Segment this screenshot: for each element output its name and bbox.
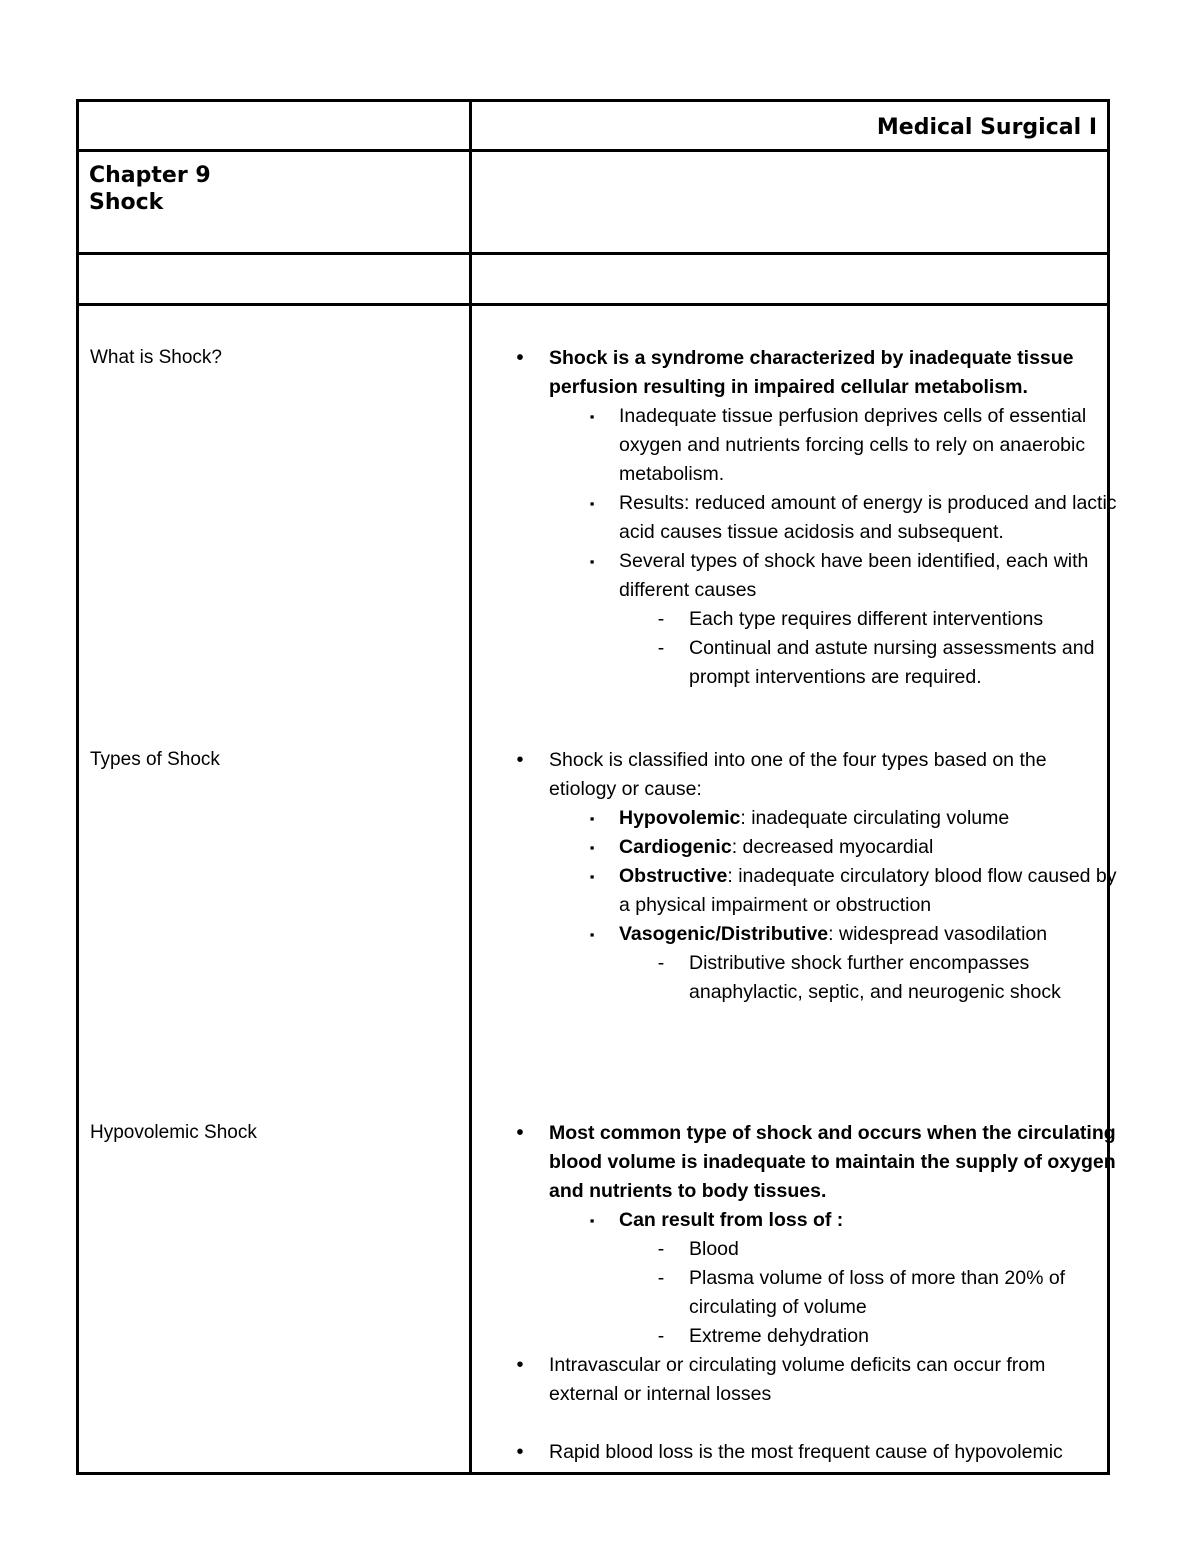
section-content-types-of-shock <box>472 746 1117 1007</box>
row-divider <box>79 252 1107 255</box>
square-bullet-icon: ▪ <box>589 840 595 855</box>
dash-bullet-icon: - <box>657 1238 665 1260</box>
continuation-line: perfusion resulting in impaired cellular metabolism. <box>549 376 1028 398</box>
bullet-item: • Shock is classified into one of the four types based on the <box>472 746 1107 775</box>
continuation-line: metabolism. <box>619 463 725 485</box>
square-bullet-icon: ▪ <box>589 496 595 511</box>
bullet-item: • Most common type of shock and occurs when the circulating <box>472 1119 1107 1148</box>
disc-bullet-icon: • <box>516 347 524 369</box>
continuation-line: different causes <box>619 579 757 601</box>
disc-bullet-icon: • <box>516 1441 524 1463</box>
chapter-topic: Shock <box>89 190 164 215</box>
continuation-line: external or internal losses <box>549 1383 772 1405</box>
continuation-line: prompt interventions are required. <box>689 666 982 688</box>
square-bullet-icon: ▪ <box>589 554 595 569</box>
continuation-line: and nutrients to body tissues. <box>549 1180 827 1202</box>
square-bullet-icon: ▪ <box>589 1213 595 1228</box>
dash-bullet-icon: - <box>657 637 665 659</box>
dash-bullet-icon: - <box>657 1325 665 1347</box>
sub-bullet-item: ▪ Several types of shock have been identified, each with <box>472 547 1107 576</box>
disc-bullet-icon: • <box>516 1354 524 1376</box>
dash-item: - Distributive shock further encompasses <box>472 949 1107 978</box>
section-label-hypovolemic-shock: Hypovolemic Shock <box>90 1122 257 1143</box>
continuation-line: circulating of volume <box>689 1296 867 1318</box>
disc-bullet-icon: • <box>516 1122 524 1144</box>
bullet-item: • Rapid blood loss is the most frequent cause of hypovolemic <box>472 1438 1107 1467</box>
dash-bullet-icon: - <box>657 1267 665 1289</box>
section-content-hypovolemic-shock <box>472 1119 1116 1467</box>
square-bullet-icon: ▪ <box>589 869 595 884</box>
square-bullet-icon: ▪ <box>589 409 595 424</box>
section-content-what-is-shock <box>472 344 1117 692</box>
sub-bullet-item: ▪ Obstructive: inadequate circulatory blood flow caused by <box>472 862 1107 891</box>
continuation-line: blood volume is inadequate to maintain the supply of oxygen <box>549 1151 1116 1173</box>
dash-item: - Continual and astute nursing assessments and <box>472 634 1107 663</box>
row-divider <box>79 303 1107 306</box>
continuation-line: oxygen and nutrients forcing cells to rely on anaerobic <box>619 434 1086 456</box>
disc-bullet-icon: • <box>516 749 524 771</box>
sub-bullet-item: ▪ Cardiogenic: decreased myocardial <box>472 833 1107 862</box>
dash-item: - Each type requires different interventions <box>472 605 1107 634</box>
sub-bullet-item: ▪ Hypovolemic: inadequate circulating volume <box>472 804 1107 833</box>
dash-item: - Blood <box>472 1235 1107 1264</box>
row-divider <box>79 149 1107 152</box>
section-label-what-is-shock: What is Shock? <box>90 347 222 368</box>
dash-bullet-icon: - <box>657 952 665 974</box>
bullet-item: • Shock is a syndrome characterized by inadequate tissue <box>472 344 1107 373</box>
bullet-item: • Intravascular or circulating volume deficits can occur from <box>472 1351 1107 1380</box>
chapter-number: Chapter 9 <box>89 163 211 188</box>
sub-bullet-item: ▪ Inadequate tissue perfusion deprives cells of essential <box>472 402 1107 431</box>
dash-bullet-icon: - <box>657 608 665 630</box>
sub-bullet-item: ▪ Results: reduced amount of energy is produced and lactic <box>472 489 1107 518</box>
sub-bullet-item: ▪ Can result from loss of : <box>472 1206 1107 1235</box>
course-title: Medical Surgical I <box>876 115 1097 140</box>
continuation-line: acid causes tissue acidosis and subsequent. <box>619 521 1004 543</box>
dash-item: - Extreme dehydration <box>472 1322 1107 1351</box>
continuation-line: a physical impairment or obstruction <box>619 894 932 916</box>
square-bullet-icon: ▪ <box>589 811 595 826</box>
section-label-types-of-shock: Types of Shock <box>90 749 220 770</box>
continuation-line: anaphylactic, septic, and neurogenic shock <box>689 981 1061 1003</box>
chapter-heading <box>89 162 211 216</box>
dash-item: - Plasma volume of loss of more than 20% of <box>472 1264 1107 1293</box>
square-bullet-icon: ▪ <box>589 927 595 942</box>
notes-table <box>76 99 1117 1475</box>
sub-bullet-item: ▪ Vasogenic/Distributive: widespread vasodilation <box>472 920 1107 949</box>
continuation-line: etiology or cause: <box>549 778 702 800</box>
